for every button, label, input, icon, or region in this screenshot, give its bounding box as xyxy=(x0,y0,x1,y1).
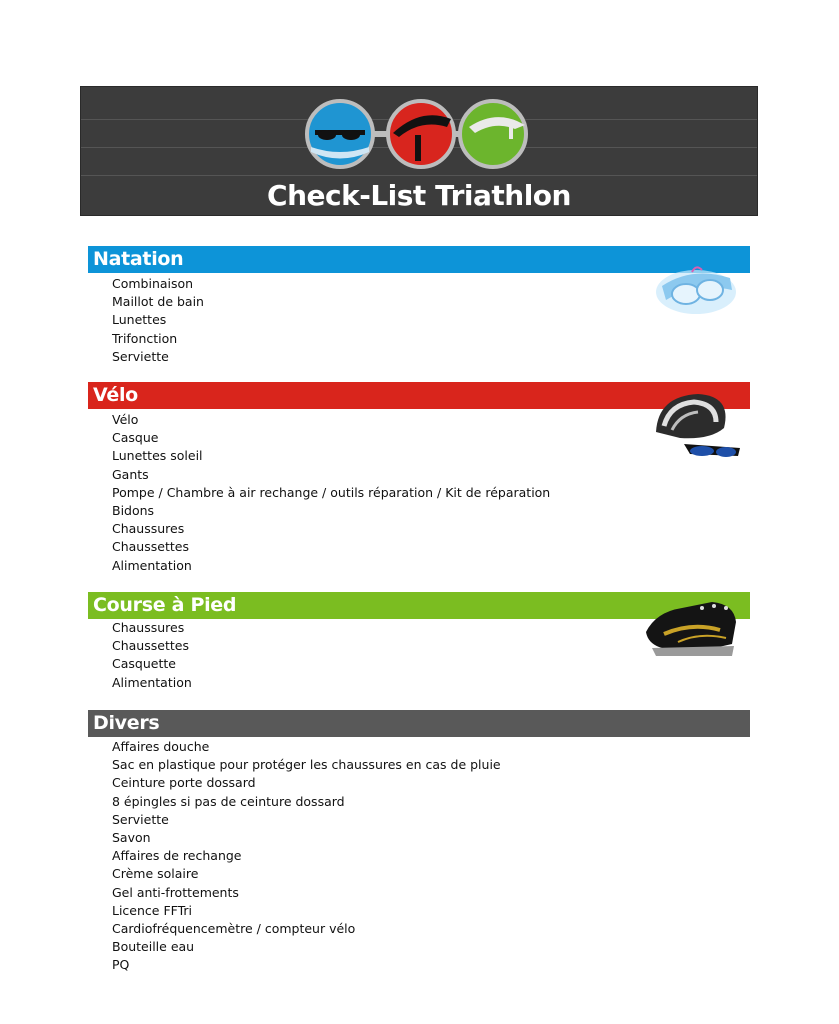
list-item: Lunettes soleil xyxy=(112,448,203,464)
list-item: Serviette xyxy=(112,811,169,827)
checklist xyxy=(88,738,750,974)
page-title: Check-List Triathlon xyxy=(267,179,571,212)
list-item: Casque xyxy=(112,430,159,446)
list-item: Savon xyxy=(112,829,151,845)
list-item: Alimentation xyxy=(112,557,192,573)
triathlon-logo xyxy=(303,97,539,171)
list-item: Vélo xyxy=(112,412,139,427)
section-title: Vélo xyxy=(88,382,750,409)
list-item: Combinaison xyxy=(112,276,194,291)
section-divers xyxy=(88,710,750,974)
list-item: Licence FFTri xyxy=(112,902,193,918)
list-item: Sac en plastique pour protéger les chaussures en cas de pluie xyxy=(112,757,501,773)
swim-goggles-icon xyxy=(652,256,740,322)
section-title: Natation xyxy=(88,246,750,273)
list-item: Pompe / Chambre à air rechange / outils réparation / Kit de réparation xyxy=(112,484,551,500)
list-item: Ceinture porte dossard xyxy=(112,775,256,791)
list-item: Chaussettes xyxy=(112,638,189,654)
list-item: Cardiofréquencemètre / compteur vélo xyxy=(112,920,356,936)
list-item: Chaussettes xyxy=(112,539,189,555)
list-item: PQ xyxy=(112,957,130,973)
list-item: Alimentation xyxy=(112,674,192,690)
section-title: Divers xyxy=(88,710,750,737)
list-item: Chaussures xyxy=(112,521,185,537)
checklist xyxy=(88,275,750,366)
list-item: Trifonction xyxy=(112,330,178,346)
list-item: Affaires douche xyxy=(112,739,210,754)
list-item: Gants xyxy=(112,466,149,482)
header-banner xyxy=(80,86,758,216)
section-title: Course à Pied xyxy=(88,592,750,619)
list-item: Bouteille eau xyxy=(112,939,195,955)
list-item: Bidons xyxy=(112,502,155,518)
banner-gridline xyxy=(81,175,757,176)
list-item: 8 épingles si pas de ceinture dossard xyxy=(112,793,345,809)
running-shoe-icon xyxy=(642,598,740,662)
bike-helmet-icon xyxy=(650,388,744,464)
list-item: Casquette xyxy=(112,656,176,672)
list-item: Crème solaire xyxy=(112,866,199,882)
list-item: Gel anti-frottements xyxy=(112,884,239,900)
list-item: Serviette xyxy=(112,348,169,364)
section-natation xyxy=(88,246,750,366)
list-item: Lunettes xyxy=(112,312,167,328)
list-item: Affaires de rechange xyxy=(112,848,242,864)
list-item: Maillot de bain xyxy=(112,294,204,310)
list-item: Chaussures xyxy=(112,620,185,635)
